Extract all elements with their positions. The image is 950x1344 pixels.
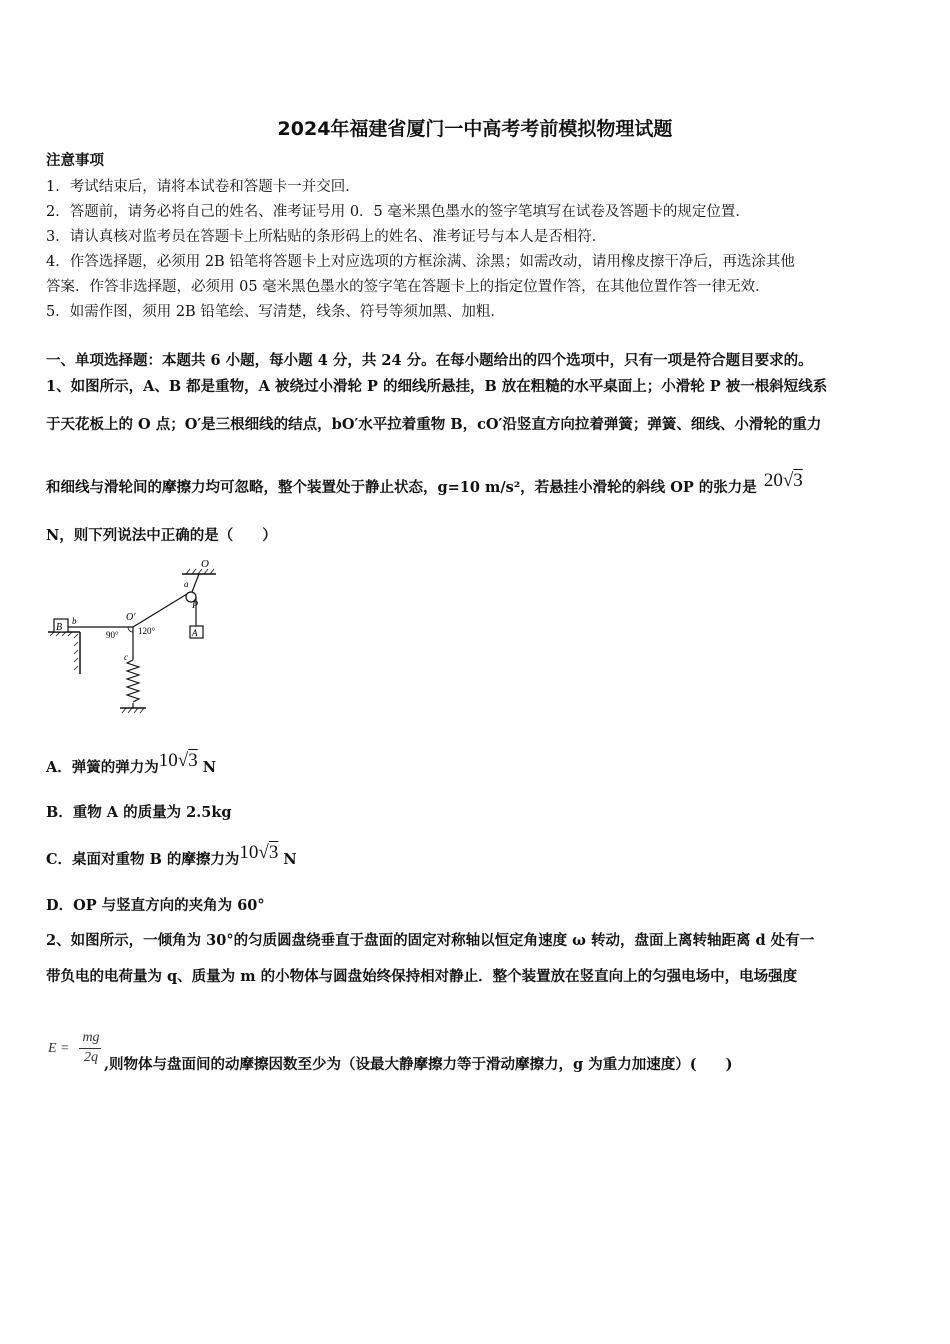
option-B: B．重物 A 的质量为 2.5kg bbox=[46, 804, 232, 821]
option-C: C．桌面对重物 B 的摩擦力为10√3 N bbox=[46, 842, 297, 868]
q1-stem-line bbox=[46, 470, 803, 497]
notice-item: 答案．作答非选择题，必须用 05 毫米黑色墨水的签字笔在答题卡上的指定位置作答，在其他位置作答一律无效． bbox=[46, 279, 770, 295]
q1-stem-text: 和细线与滑轮间的摩擦力均可忽略，整个装置处于静止状态，g=10 m/s²，若悬挂小滑轮的斜线 OP 的张力是 bbox=[46, 479, 757, 496]
q1-figure bbox=[44, 556, 224, 718]
q1-tension-value: 20√3 bbox=[763, 470, 803, 491]
q1-stem-line: 1、如图所示，A、B 都是重物，A 被绕过小滑轮 P 的细线所悬挂，B 放在粗糙的水平桌面上；小滑轮 P 被一根斜短线系 bbox=[46, 378, 828, 395]
q2-stem-line: ,则物体与盘面间的动摩擦因数至少为（设最大静摩擦力等于滑动摩擦力，g 为重力加速度）( ) bbox=[104, 1056, 733, 1073]
label-b: b bbox=[72, 616, 77, 626]
fraction-bar bbox=[79, 1048, 101, 1049]
label-c: c bbox=[124, 652, 128, 662]
q1-stem-line: N，则下列说法中正确的是（ ） bbox=[46, 527, 277, 544]
label-a: a bbox=[184, 579, 189, 589]
q2-formula-den: 2q bbox=[84, 1050, 98, 1065]
notice-item: 5．如需作图，须用 2B 铅笔绘、写清楚，线条、符号等须加黑、加粗． bbox=[46, 304, 505, 320]
q2-formula-lhs: E = bbox=[48, 1041, 70, 1056]
q2-stem-line: 带负电的电荷量为 q、质量为 m 的小物体与圆盘始终保持相对静止．整个装置放在竖直向上的匀强电场中，电场强度 bbox=[46, 968, 798, 985]
label-Oprime: O′ bbox=[126, 612, 136, 623]
label-O: O bbox=[201, 558, 209, 570]
page-title: 2024年福建省厦门一中高考考前模拟物理试题 bbox=[277, 118, 673, 140]
angle-90: 90° bbox=[106, 630, 119, 640]
q2-formula-num: mg bbox=[82, 1030, 100, 1045]
notice-item: 3．请认真核对监考员在答题卡上所粘贴的条形码上的姓名、准考证号与本人是否相符． bbox=[46, 229, 607, 245]
label-P: P bbox=[192, 600, 199, 611]
q1-stem-line: 于天花板上的 O 点；O′是三根细线的结点，bO′水平拉着重物 B，cO′沿竖直方向拉着弹簧；弹簧、细线、小滑轮的重力 bbox=[46, 416, 822, 433]
label-A: A bbox=[192, 628, 198, 638]
q2-stem-line: 2、如图所示，一倾角为 30°的匀质圆盘绕垂直于盘面的固定对称轴以恒定角速度 ω 转动，盘面上离转轴距离 d 处有一 bbox=[46, 932, 815, 949]
angle-120: 120° bbox=[138, 626, 156, 636]
notice-heading: 注意事项 bbox=[46, 152, 104, 169]
notice-item: 2．答题前，请务必将自己的姓名、准考证号用 0．5 毫米黑色墨水的签字笔填写在试卷及答题卡的规定位置． bbox=[46, 204, 750, 220]
notice-item: 1．考试结束后，请将本试卷和答题卡一并交回． bbox=[46, 179, 360, 195]
option-A: A．弹簧的弹力为10√3 N bbox=[46, 750, 217, 776]
notice-item: 4．作答选择题，必须用 2B 铅笔将答题卡上对应选项的方框涂满、涂黑；如需改动，请用橡皮擦干净后，再选涂其他 bbox=[46, 254, 795, 270]
section-heading: 一、单项选择题：本题共 6 小题，每小题 4 分，共 24 分。在每小题给出的四个选项中，只有一项是符合题目要求的。 bbox=[46, 352, 813, 369]
option-D: D．OP 与竖直方向的夹角为 60° bbox=[46, 897, 265, 914]
label-B: B bbox=[56, 622, 63, 633]
